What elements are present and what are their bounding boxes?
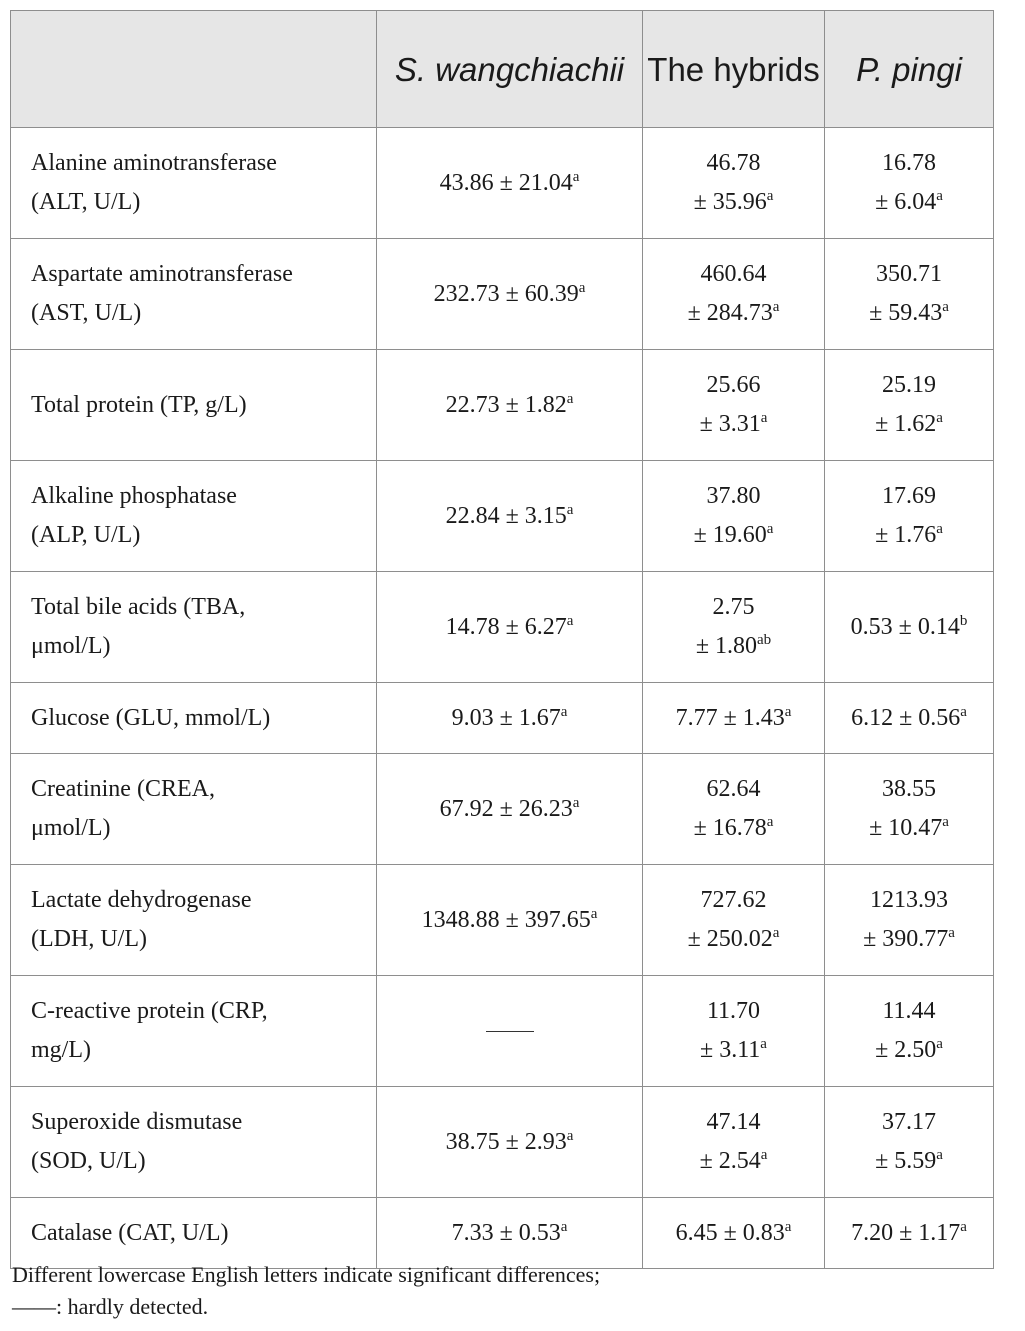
value-cell-c2 — [377, 1087, 643, 1198]
value-text: ± 250.02 — [687, 926, 773, 952]
value-text: ± 59.43 — [869, 300, 943, 326]
significance-letter: a — [590, 905, 598, 922]
table-row — [11, 350, 994, 461]
value-text: 14.78 ± 6.27 — [445, 613, 567, 640]
row-label-line: Total bile acids (TBA, — [31, 594, 246, 620]
value-text: 62.64 — [706, 776, 761, 802]
table-row — [11, 1087, 994, 1198]
table-row — [11, 572, 994, 683]
row-label — [11, 128, 377, 239]
significance-letter: ab — [757, 632, 772, 648]
value-text: 38.55 — [882, 776, 936, 802]
value-cell-c4 — [825, 1087, 994, 1198]
value-cell-c4 — [825, 461, 994, 572]
row-label-line: Aspartate aminotransferase — [31, 261, 293, 287]
table-row — [11, 128, 994, 239]
value-text: 9.03 ± 1.67 — [451, 704, 561, 731]
value-text: 17.69 — [882, 483, 936, 509]
value-cell-c4 — [825, 683, 994, 754]
value-text: ± 3.31 — [699, 411, 761, 437]
value-text: 46.78 — [706, 150, 761, 176]
row-label-line: μmol/L) — [31, 633, 111, 659]
significance-letter: a — [936, 188, 943, 204]
row-label — [11, 461, 377, 572]
value-text: 232.73 ± 60.39 — [433, 280, 579, 307]
header-hybrids — [643, 11, 825, 128]
value-text: 37.17 — [882, 1109, 936, 1135]
value-text: ± 2.50 — [875, 1037, 937, 1063]
value-text: ± 6.04 — [875, 189, 937, 215]
row-label — [11, 865, 377, 976]
significance-letter: a — [936, 521, 943, 537]
row-label — [11, 239, 377, 350]
value-cell-c2 — [377, 865, 643, 976]
blood-biochemistry-table — [10, 10, 994, 1269]
value-cell-c3 — [643, 1198, 825, 1269]
value-text: 37.80 — [706, 483, 761, 509]
row-label-line: Catalase (CAT, U/L) — [31, 1219, 229, 1246]
value-text: 460.64 — [700, 261, 767, 287]
significance-letter: a — [766, 188, 774, 204]
significance-letter: a — [772, 299, 780, 315]
row-label — [11, 572, 377, 683]
value-cell-c2 — [377, 1198, 643, 1269]
row-label-line: (ALP, U/L) — [31, 522, 141, 548]
significance-letter: a — [784, 703, 792, 720]
footnote-line-2: ——: hardly detected. — [12, 1294, 209, 1319]
value-text: ± 284.73 — [687, 300, 773, 326]
significance-letter: a — [560, 703, 568, 720]
row-label-line: μmol/L) — [31, 815, 111, 841]
row-label — [11, 1198, 377, 1269]
value-cell-c4 — [825, 976, 994, 1087]
row-label-line: mg/L) — [31, 1037, 91, 1063]
value-text: ± 1.76 — [875, 522, 937, 548]
value-text: 1348.88 ± 397.65 — [421, 906, 591, 933]
value-text: 47.14 — [706, 1109, 761, 1135]
significance-letter: a — [942, 814, 949, 830]
value-text: 22.73 ± 1.82 — [445, 391, 567, 418]
table-row — [11, 1198, 994, 1269]
value-text: 727.62 — [700, 887, 767, 913]
row-label-line: (AST, U/L) — [31, 300, 142, 326]
significance-letter: b — [959, 612, 968, 629]
significance-letter: a — [566, 1127, 574, 1144]
significance-letter: a — [760, 1147, 768, 1163]
significance-letter: a — [578, 279, 586, 296]
header-p-pingi-text: P. pingi — [856, 50, 962, 88]
value-text: 43.86 ± 21.04 — [439, 169, 573, 196]
value-cell-c3 — [643, 1087, 825, 1198]
header-row — [11, 11, 994, 128]
row-label-line: Superoxide dismutase — [31, 1109, 243, 1135]
value-cell-c2 — [377, 128, 643, 239]
significance-letter: a — [766, 521, 774, 537]
value-text: 11.44 — [882, 998, 936, 1024]
row-label-line: Alanine aminotransferase — [31, 150, 277, 176]
table-row — [11, 865, 994, 976]
value-text: 7.33 ± 0.53 — [451, 1219, 561, 1246]
row-label — [11, 683, 377, 754]
row-label-line: Alkaline phosphatase — [31, 483, 237, 509]
significance-letter: a — [960, 1218, 967, 1235]
value-cell-c2 — [377, 461, 643, 572]
value-text: 11.70 — [706, 998, 761, 1024]
significance-letter: a — [572, 794, 580, 811]
value-text: 7.77 ± 1.43 — [675, 704, 785, 731]
value-text: 25.66 — [706, 372, 761, 398]
table-footnote — [12, 1259, 600, 1323]
row-label-line: (ALT, U/L) — [31, 189, 141, 215]
value-cell-c3 — [643, 239, 825, 350]
value-cell-c4 — [825, 128, 994, 239]
value-text: 6.45 ± 0.83 — [675, 1219, 785, 1246]
significance-letter: a — [948, 925, 955, 941]
not-detected-dash — [486, 1031, 534, 1032]
value-text: ± 35.96 — [693, 189, 767, 215]
value-text: ± 1.62 — [875, 411, 937, 437]
row-label — [11, 976, 377, 1087]
value-text: 67.92 ± 26.23 — [439, 795, 573, 822]
value-text: ± 2.54 — [699, 1148, 761, 1174]
table-row — [11, 683, 994, 754]
value-cell-c4 — [825, 865, 994, 976]
value-cell-c3 — [643, 976, 825, 1087]
table-row — [11, 976, 994, 1087]
value-cell-c4 — [825, 350, 994, 461]
header-p-pingi — [825, 11, 994, 128]
value-text: 16.78 — [882, 150, 936, 176]
value-text: 7.20 ± 1.17 — [851, 1219, 961, 1246]
significance-letter: a — [960, 703, 967, 720]
value-cell-c3 — [643, 128, 825, 239]
value-text: 1213.93 — [870, 887, 948, 913]
row-label-line: (SOD, U/L) — [31, 1148, 146, 1174]
significance-letter: a — [772, 925, 780, 941]
value-cell-c2 — [377, 683, 643, 754]
header-empty-cell — [11, 11, 377, 128]
row-label — [11, 1087, 377, 1198]
value-cell-c2 — [377, 239, 643, 350]
significance-letter: a — [942, 299, 949, 315]
significance-letter: a — [766, 814, 774, 830]
value-text: ± 16.78 — [693, 815, 767, 841]
value-cell-c3 — [643, 865, 825, 976]
value-cell-c2 — [377, 350, 643, 461]
row-label — [11, 350, 377, 461]
row-label-line: C-reactive protein (CRP, — [31, 998, 268, 1024]
table-row — [11, 461, 994, 572]
row-label-line: Glucose (GLU, mmol/L) — [31, 704, 271, 731]
value-cell-c3 — [643, 350, 825, 461]
significance-letter: a — [784, 1218, 792, 1235]
table-row — [11, 239, 994, 350]
row-label-line: Lactate dehydrogenase — [31, 887, 252, 913]
significance-letter: a — [760, 1036, 767, 1052]
row-label-line: Creatinine (CREA, — [31, 776, 215, 802]
significance-letter: a — [566, 390, 574, 407]
value-cell-c3 — [643, 683, 825, 754]
value-cell-c2 — [377, 754, 643, 865]
value-text: ± 3.11 — [700, 1037, 761, 1063]
value-text: ± 10.47 — [869, 815, 943, 841]
table-row — [11, 754, 994, 865]
row-label-line: Total protein (TP, g/L) — [31, 391, 247, 418]
header-s-wangchiachii-text: S. wangchiachii — [394, 50, 625, 88]
significance-letter: a — [936, 1036, 943, 1052]
row-label-line: (LDH, U/L) — [31, 926, 147, 952]
value-cell-c4 — [825, 1198, 994, 1269]
value-text: 0.53 ± 0.14 — [850, 613, 960, 640]
value-cell-c3 — [643, 754, 825, 865]
value-text: 22.84 ± 3.15 — [445, 502, 567, 529]
value-cell-c3 — [643, 572, 825, 683]
value-cell-c3 — [643, 461, 825, 572]
value-text: ± 19.60 — [693, 522, 767, 548]
value-cell-c4 — [825, 239, 994, 350]
footnote-line-1: Different lowercase English letters indicate significant differences; — [12, 1262, 601, 1287]
significance-letter: a — [572, 168, 580, 185]
value-text: ± 390.77 — [863, 926, 949, 952]
significance-letter: a — [760, 410, 768, 426]
significance-letter: a — [560, 1218, 568, 1235]
value-text: 25.19 — [882, 372, 936, 398]
value-text: ± 5.59 — [875, 1148, 937, 1174]
significance-letter: a — [936, 410, 943, 426]
value-text: 2.75 — [712, 594, 755, 620]
value-cell-c4 — [825, 754, 994, 865]
significance-letter: a — [566, 501, 574, 518]
row-label — [11, 754, 377, 865]
value-text: 6.12 ± 0.56 — [851, 704, 961, 731]
value-cell-c2 — [377, 572, 643, 683]
value-text: 350.71 — [876, 261, 942, 287]
header-s-wangchiachii — [377, 11, 643, 128]
significance-letter: a — [936, 1147, 943, 1163]
value-text: ± 1.80 — [695, 633, 757, 659]
header-hybrids-text: The hybrids — [647, 50, 820, 88]
value-cell-c2 — [377, 976, 643, 1087]
value-text: 38.75 ± 2.93 — [445, 1128, 567, 1155]
significance-letter: a — [566, 612, 574, 629]
value-cell-c4 — [825, 572, 994, 683]
